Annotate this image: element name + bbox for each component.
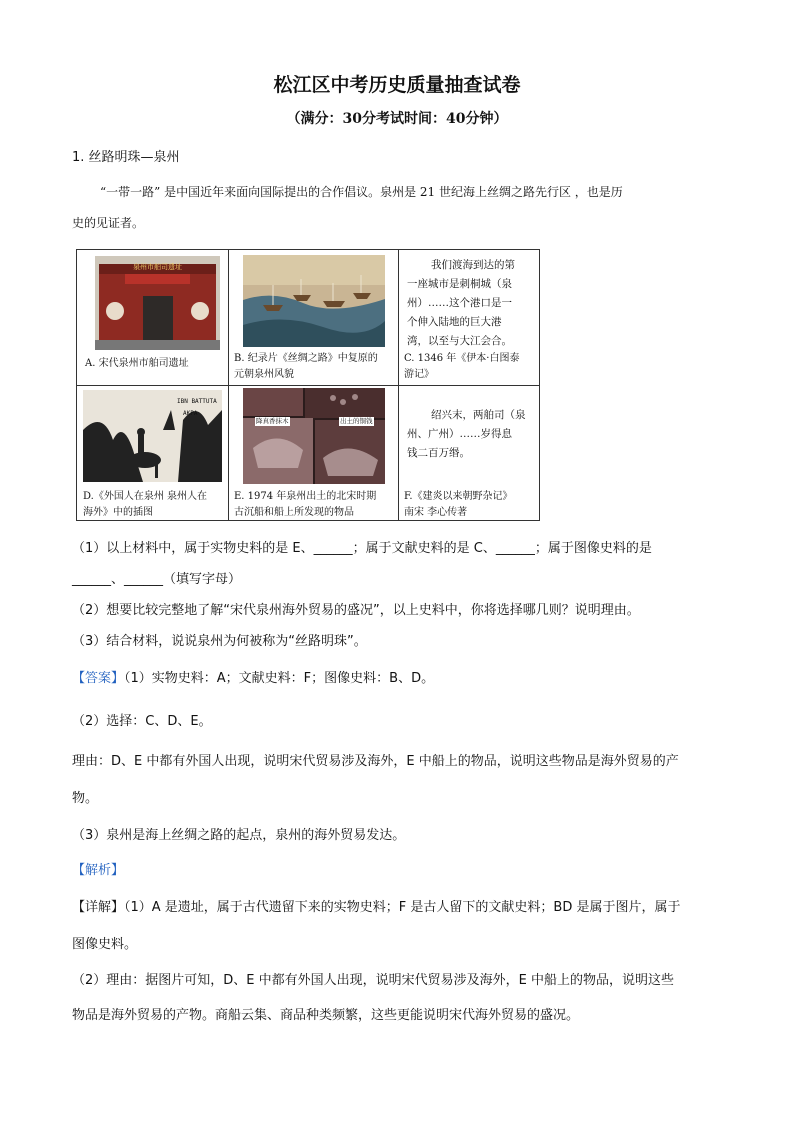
- answer-reason-line-1: 理由：D、E 中都有外国人出现，说明宋代贸易涉及海外，E 中船上的物品，说明这些物品是海外贸易的产: [72, 754, 679, 769]
- material-b-image: [243, 255, 385, 347]
- material-a-sign: 泉州市舶司遗址: [133, 263, 182, 271]
- material-b-caption-1: B. 纪录片《丝绸之路》中复原的: [234, 353, 378, 364]
- intro-line-1: “一带一路” 是中国近年来面向国际提出的合作倡议。泉州是 21 世纪海上丝绸之路先行区 ，也是历: [100, 185, 623, 199]
- material-d-caption-1: D.《外国人在泉州 泉州人在: [83, 491, 208, 502]
- material-c-caption-1: C. 1346 年《伊本·白图泰: [404, 353, 520, 364]
- material-e-caption-2: 古沉船和船上所发现的物品: [234, 507, 354, 518]
- material-c-caption-2: 游记》: [404, 369, 434, 380]
- material-e-label-1: 降真香抹木: [256, 417, 289, 425]
- material-d-caption-2: 海外》中的插图: [83, 507, 153, 518]
- material-c-quote: 我们渡海到达的第 一座城市是刺桐城（泉 州）……这个港口是一 个伸入陆地的巨大港 湾，以至与大江会合。: [407, 259, 515, 347]
- question-heading: 1. 丝路明珠—泉州: [72, 150, 180, 165]
- answer-tag: 【答案】: [72, 671, 125, 686]
- sub-question-2: （2）想要比较完整地了解“宋代泉州海外贸易的盛况”，以上史料中，你将选择哪几则？说明理由。: [72, 603, 640, 618]
- material-b-caption-2: 元朝泉州风貌: [234, 369, 294, 380]
- material-d-img-text-2: AKPA: [183, 410, 198, 417]
- material-f-quote: 绍兴末，两舶司（泉 州、广州）……岁得息 钱二百万缗。: [407, 409, 526, 459]
- analysis-detail-2-line-2: 物品是海外贸易的产物。商船云集、商品种类频繁，这些更能说明宋代海外贸易的盛况。: [72, 1008, 580, 1023]
- analysis-detail-line-2: 图像史料。: [72, 937, 138, 952]
- intro-line-2: 史的见证者。: [72, 216, 145, 230]
- analysis-detail-2-line-1: （2）理由：据图片可知，D、E 中都有外国人出现，说明宋代贸易涉及海外，E 中船上的物品，说明这些: [72, 973, 674, 988]
- sub-question-3: （3）结合材料，说说泉州为何被称为“丝路明珠”。: [72, 634, 367, 649]
- sub-question-1-line-2: ______、______（填写字母）: [72, 572, 242, 587]
- answer-reason-line-2: 物。: [72, 791, 99, 806]
- material-a-caption: A. 宋代泉州市舶司遗址: [85, 358, 189, 369]
- material-f-caption-2: 南宋 李心传著: [404, 507, 468, 518]
- page-title: 松江区中考历史质量抽查试卷: [273, 74, 521, 96]
- material-f-caption-1: F.《建炎以来朝野杂记》: [404, 491, 513, 502]
- material-e-label-2: 出土的铜钱: [340, 417, 373, 425]
- detail-tag: 【详解】: [72, 900, 125, 915]
- answer-line-1: [72, 667, 434, 686]
- material-e-photos: [243, 388, 385, 484]
- materials-table: [76, 249, 540, 521]
- analysis-tag: 【解析】: [72, 863, 125, 878]
- answer-1: （1）实物史料：A；文献史料：F；图像史料：B、D。: [124, 671, 435, 686]
- analysis-detail-line-1: 【详解】（1）A 是遗址，属于古代遗留下来的实物史料；F 是古人留下的文献史料；BD 是属于图片，属于: [72, 900, 681, 915]
- material-d-img-text-1: IBN BATTUTA: [177, 398, 217, 405]
- answer-3: （3）泉州是海上丝绸之路的起点，泉州的海外贸易发达。: [72, 828, 406, 843]
- sub-question-1-line-1: （1）以上材料中，属于实物史料的是 E、______；属于文献史料的是 C、______；属于图像史料的是: [72, 541, 652, 556]
- answer-2: （2）选择：C、D、E。: [72, 714, 212, 729]
- material-e-caption-1: E. 1974 年泉州出土的北宋时期: [234, 491, 377, 502]
- page-subtitle: （满分：30分考试时间：40分钟）: [286, 111, 508, 127]
